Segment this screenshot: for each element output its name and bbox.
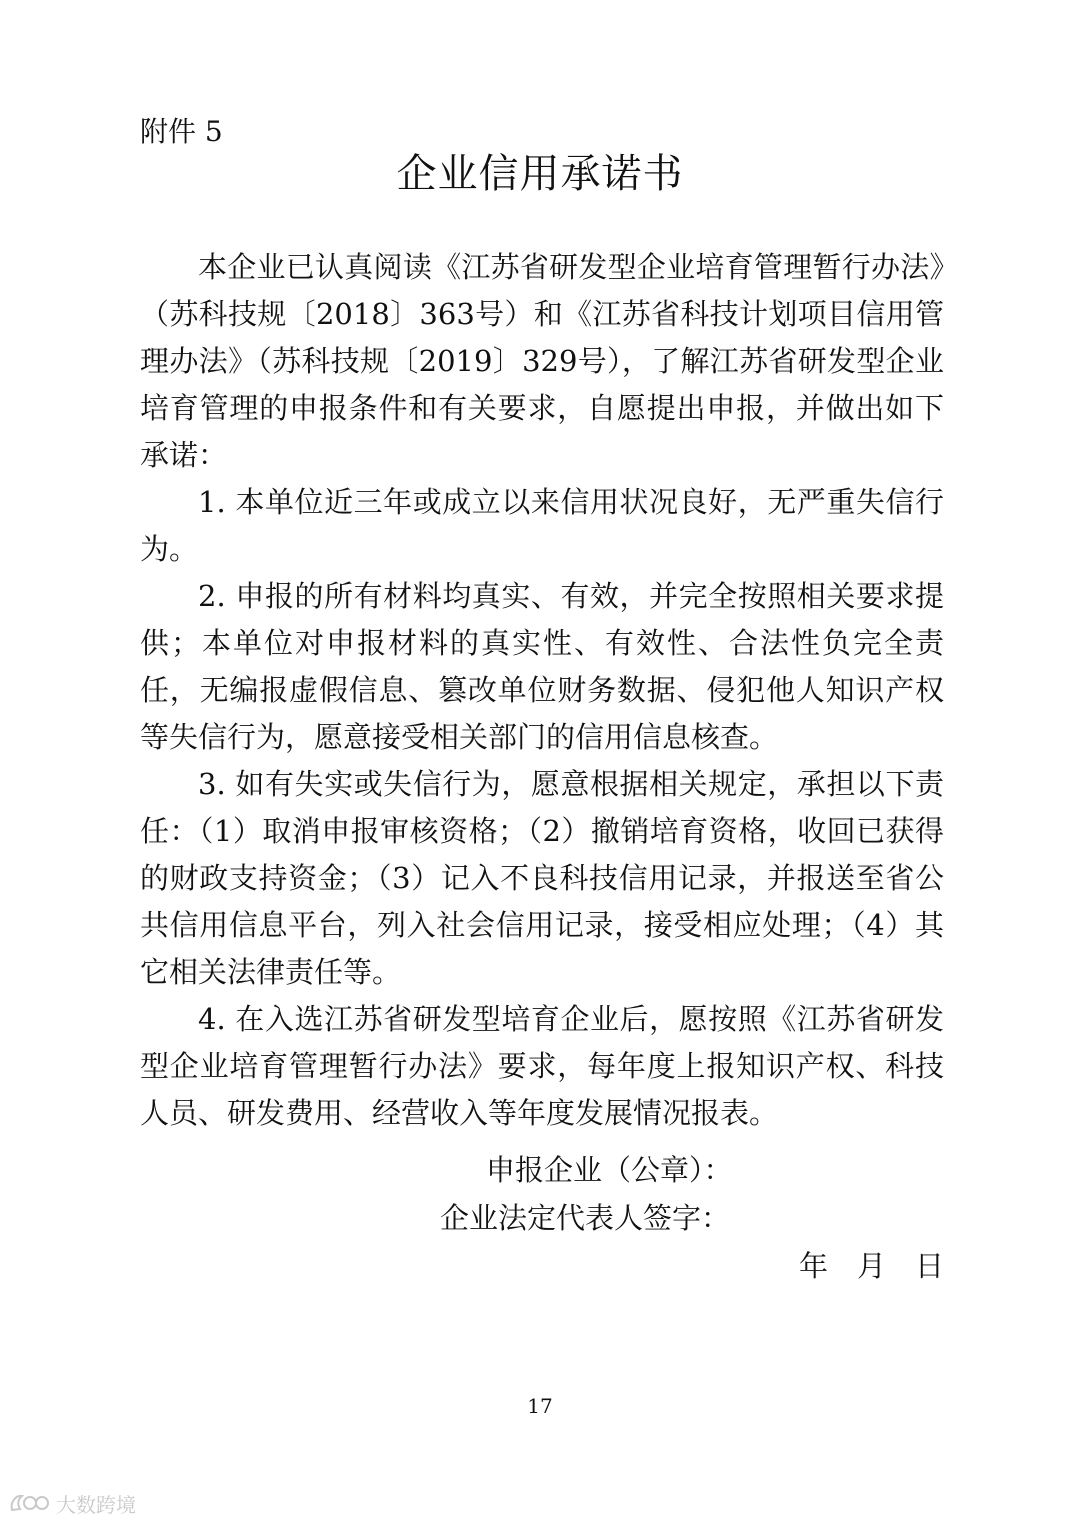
watermark [8, 1488, 136, 1518]
watermark-text: 大数跨境 [56, 1492, 136, 1517]
intro-paragraph: 本企业已认真阅读《江苏省研发型企业培育管理暂行办法》（苏科技规〔2018〕363号）和《江苏省科技计划项目信用管理办法》（苏科技规〔2019〕329号），了解江苏省研发型企业培育管理的申报条件和有关要求，自愿提出申报，并做出如下承诺： [140, 250, 944, 472]
commitment-item-4: 4. 在入选江苏省研发型培育企业后，愿按照《江苏省研发型企业培育管理暂行办法》要求，每年度上报知识产权、科技人员、研发费用、经营收入等年度发展情况报表。 [140, 1002, 944, 1130]
page-number: 17 [527, 1394, 553, 1418]
document-title: 企业信用承诺书 [396, 151, 684, 197]
signature-block [140, 1146, 944, 1290]
commitment-item-2: 2. 申报的所有材料均真实、有效，并完全按照相关要求提供；本单位对申报材料的真实性、有效性、合法性负完全责任，无编报虚假信息、篡改单位财务数据、侵犯他人知识产权等失信行为，愿意接受相关部门的信用信息核查。 [140, 579, 944, 754]
company-seal-label: 申报企业（公章）： [486, 1153, 733, 1187]
commitment-item-1: 1. 本单位近三年或成立以来信用状况良好，无严重失信行为。 [140, 485, 944, 566]
date-label: 年 月 日 [798, 1249, 944, 1283]
attachment-label: 附件 5 [140, 115, 223, 148]
legal-representative-label: 企业法定代表人签字： [440, 1201, 731, 1235]
document-body [140, 244, 944, 1137]
watermark-logo-icon [8, 1490, 52, 1516]
commitment-item-3: 3. 如有失实或失信行为，愿意根据相关规定，承担以下责任：（1）取消申报审核资格；（2）撤销培育资格，收回已获得的财政支持资金；（3）记入不良科技信用记录，并报送至省公共信用信息平台，列入社会信用记录，接受相应处理；（4）其它相关法律责任等。 [140, 767, 944, 989]
